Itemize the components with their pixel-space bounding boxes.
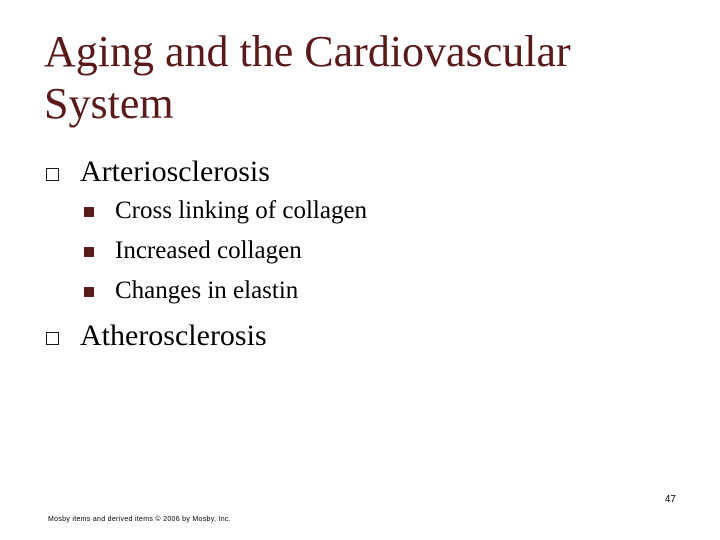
filled-square-icon: [84, 247, 94, 257]
slide-title-line-1: Aging and the Cardiovascular: [44, 27, 571, 76]
bullet-item-arteriosclerosis: [44, 154, 270, 190]
bullet-text: Arteriosclerosis: [80, 155, 270, 188]
sub-bullet-text: Changes in elastin: [115, 277, 299, 304]
bullet-text: Atherosclerosis: [80, 319, 267, 352]
sub-bullet-text: Cross linking of collagen: [115, 197, 368, 224]
sub-bullet-text: Increased collagen: [115, 237, 302, 264]
sub-bullet-item: [84, 235, 302, 267]
slide-title-line-2: System: [44, 79, 174, 128]
sub-bullet-item: [84, 275, 298, 307]
filled-square-icon: [84, 207, 94, 217]
copyright-footer: Mosby items and derived items © 2006 by Mosby, Inc.: [48, 516, 231, 523]
sub-bullet-item: [84, 195, 367, 227]
hollow-square-icon: [46, 168, 59, 181]
page-number: 47: [664, 494, 676, 505]
bullet-item-atherosclerosis: [44, 318, 267, 354]
filled-square-icon: [84, 287, 94, 297]
hollow-square-icon: [46, 332, 59, 345]
